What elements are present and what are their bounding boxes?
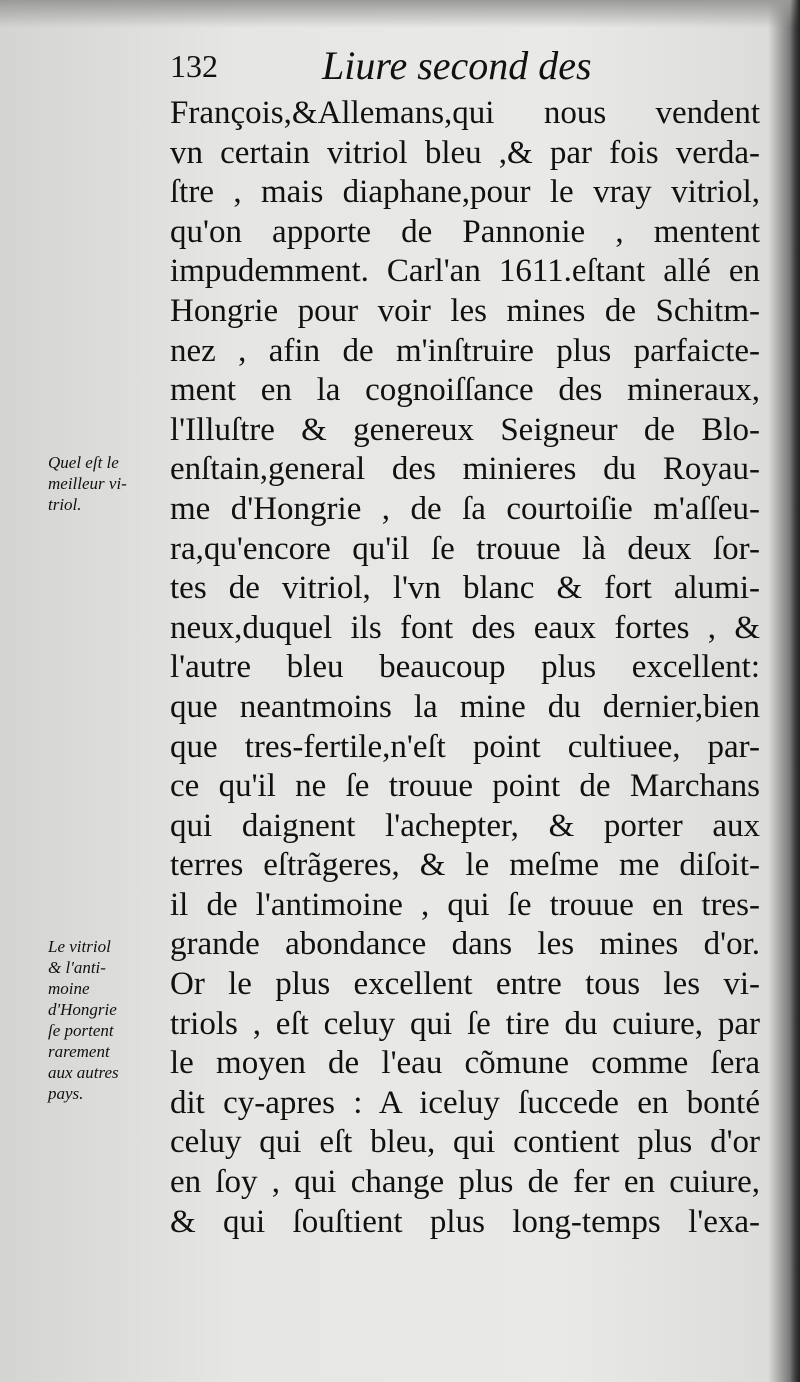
body-line: vn certain vitriol bleu ,& par fois verda- [170, 134, 760, 171]
margin-note-line: Le vitriol [48, 937, 111, 956]
margin-note-hungary-export [48, 936, 158, 1104]
body-line: ment en la cognoiſſance des mineraux, [170, 372, 760, 409]
body-line: celuy qui eſt bleu, qui contient plus d'or [170, 1124, 760, 1161]
body-line: impudemment. Carl'an 1611.eſtant allé en [170, 253, 760, 290]
body-line: que tres-fertile,n'eſt point cultiuee, par- [170, 728, 760, 765]
body-line: l'autre bleu beaucoup plus excellent: [170, 649, 760, 686]
body-line: me d'Hongrie , de ſa courtoiſie m'aſſeu- [170, 490, 760, 527]
page-number: 132 [170, 48, 218, 84]
body-line: François,&Allemans,qui nous vendent [170, 95, 760, 131]
margin-note-best-vitriol [48, 452, 158, 515]
margin-note-line: aux autres [48, 1063, 119, 1082]
margin-note-line: pays. [48, 1084, 84, 1103]
body-line: qui daignent l'achepter, & porter aux [170, 807, 760, 844]
running-head-title: Liure second des [322, 43, 592, 88]
body-line: triols , eſt celuy qui ſe tire du cuiure, par [170, 1005, 760, 1042]
body-line: il de l'antimoine , qui ſe trouue en tres- [170, 886, 760, 923]
margin-note-line: & l'anti- [48, 958, 106, 977]
margin-note-line: moine [48, 979, 90, 998]
margin-note-line: d'Hongrie [48, 1000, 117, 1019]
margin-note-line: triol. [48, 495, 82, 514]
body-line: ce qu'il ne ſe trouue point de Marchans [170, 768, 760, 805]
body-line: que neantmoins la mine du dernier,bien [170, 688, 760, 725]
body-line: terres eſtrãgeres, & le meſme me diſoit- [170, 847, 760, 884]
page-top-shadow [0, 0, 800, 28]
running-head [170, 42, 590, 92]
body-line: Or le plus excellent entre tous les vi- [170, 966, 760, 1003]
body-line: ra,qu'encore qu'il ſe trouue là deux ſor- [170, 530, 760, 567]
margin-note-line: rarement [48, 1042, 110, 1061]
body-line: nez , afin de m'inſtruire plus parfaictе- [170, 332, 760, 369]
body-line: ſtre , mais diaphane,pour le vray vitriol, [170, 174, 760, 211]
body-line: neux,duquel ils font des eaux fortes , & [170, 609, 760, 646]
body-line: qu'on apporte de Pannonie , mentent [170, 213, 760, 250]
body-line: Hongrie pour voir les mines de Schitm- [170, 292, 760, 329]
body-line: en ſoy , qui change plus de fer en cuiure, [170, 1164, 760, 1201]
margin-note-line: Quel eſt le [48, 453, 119, 472]
body-line: tes de vitriol, l'vn blanc & fort alumi- [170, 570, 760, 607]
body-line: grande abondance dans les mines d'or. [170, 926, 760, 963]
body-line: enſtain,general des minieres du Royau- [170, 451, 760, 488]
body-text [170, 94, 760, 1242]
margin-note-line: meilleur vi- [48, 474, 127, 493]
margin-note-line: ſe portent [48, 1021, 114, 1040]
page-gutter-edge [790, 0, 800, 1382]
body-line: dit cy-apres : A iceluy ſuccede en bonté [170, 1084, 760, 1121]
body-line: l'Illuſtre & genereux Seigneur de Blo- [170, 411, 760, 448]
body-line: & qui ſouſtient plus long-temps l'exa- [170, 1203, 760, 1240]
body-line: le moyen de l'eau cõmune comme ſera [170, 1045, 760, 1082]
